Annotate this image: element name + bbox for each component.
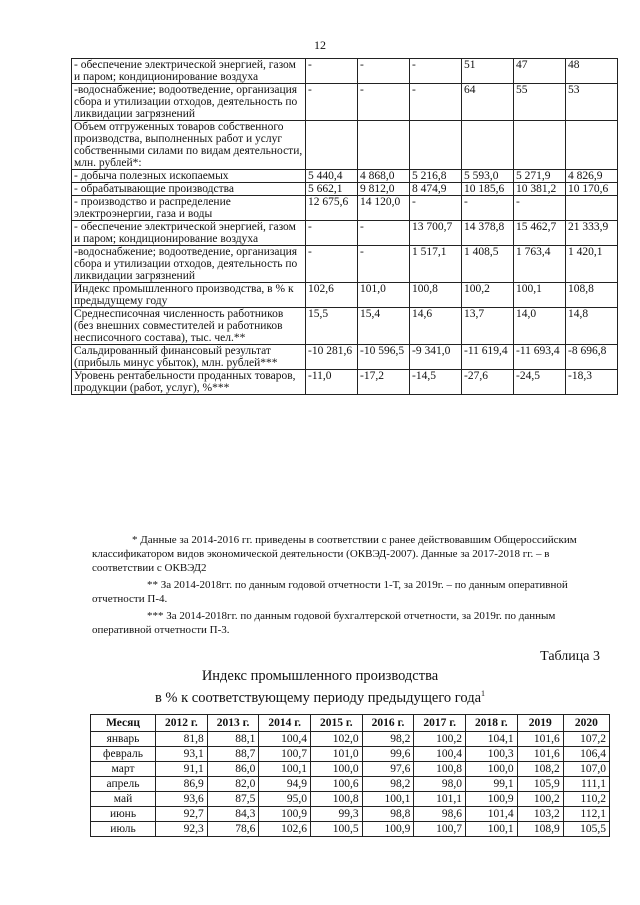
index-value: 87,5 [207, 792, 259, 807]
cell-value: 8 474,9 [410, 183, 462, 196]
index-value: 100,5 [311, 822, 363, 837]
index-value: 100,9 [362, 822, 414, 837]
cell-value: 13 700,7 [410, 221, 462, 246]
table3-label: Таблица 3 [540, 649, 600, 664]
cell-value: -10 281,6 [306, 345, 358, 370]
index-value: 107,2 [563, 732, 609, 747]
footnote-okved: * Данные за 2014-2016 гг. приведены в соответствии с ранее действовавшим Общероссийским классификатором видов экономической деятельности (ОКВЭД-2007). Данные за 2017-2018 гг. – в соответствии с ОКВЭД2 [92, 534, 577, 574]
column-header: 2012 г. [156, 715, 208, 732]
cell-value: 1 763,4 [514, 246, 566, 283]
row-label: - производство и распределение электроэнергии, газа и воды [72, 196, 306, 221]
month-cell: июль [91, 822, 156, 837]
cell-value: -14,5 [410, 370, 462, 395]
cell-value: 15,4 [358, 308, 410, 345]
cell-value: - [358, 221, 410, 246]
cell-value: 14,0 [514, 308, 566, 345]
cell-value: 13,7 [462, 308, 514, 345]
table-row [91, 762, 610, 777]
cell-value: 64 [462, 84, 514, 121]
index-value: 101,6 [517, 747, 563, 762]
cell-value: 1 408,5 [462, 246, 514, 283]
index-value: 93,6 [156, 792, 208, 807]
column-header: 2014 г. [259, 715, 311, 732]
index-value: 99,6 [362, 747, 414, 762]
row-label: Уровень рентабельности проданных товаров, продукции (работ, услуг), %*** [72, 370, 306, 395]
cell-value [306, 121, 358, 170]
cell-value: 51 [462, 59, 514, 84]
index-value: 81,8 [156, 732, 208, 747]
cell-value: 100,1 [514, 283, 566, 308]
index-value: 110,2 [563, 792, 609, 807]
row-label: - обеспечение электрической энергией, газом и паром; кондиционирование воздуха [72, 221, 306, 246]
cell-value: 102,6 [306, 283, 358, 308]
cell-value: 101,0 [358, 283, 410, 308]
table-row [72, 84, 618, 121]
table-row [72, 345, 618, 370]
index-value: 103,2 [517, 807, 563, 822]
index-value: 88,7 [207, 747, 259, 762]
index-value: 108,2 [517, 762, 563, 777]
cell-value: 5 216,8 [410, 170, 462, 183]
table-row [91, 792, 610, 807]
month-cell: июнь [91, 807, 156, 822]
cell-value: 12 675,6 [306, 196, 358, 221]
cell-value: - [514, 196, 566, 221]
index-value: 100,3 [465, 747, 517, 762]
index-value: 97,6 [362, 762, 414, 777]
index-value: 100,7 [414, 822, 466, 837]
index-value: 86,0 [207, 762, 259, 777]
cell-value [566, 121, 618, 170]
cell-value: -11 619,4 [462, 345, 514, 370]
index-value: 100,4 [259, 732, 311, 747]
cell-value: 14,8 [566, 308, 618, 345]
column-header: 2015 г. [311, 715, 363, 732]
index-value: 100,9 [465, 792, 517, 807]
index-value: 86,9 [156, 777, 208, 792]
table-row [91, 822, 610, 837]
cell-value: -17,2 [358, 370, 410, 395]
index-value: 108,9 [517, 822, 563, 837]
index-value: 111,1 [563, 777, 609, 792]
index-value: 100,0 [311, 762, 363, 777]
index-value: 100,2 [517, 792, 563, 807]
cell-value: - [462, 196, 514, 221]
page-number: 12 [314, 38, 326, 52]
index-value: 98,0 [414, 777, 466, 792]
cell-value: 55 [514, 84, 566, 121]
index-value: 102,6 [259, 822, 311, 837]
cell-value: -9 341,0 [410, 345, 462, 370]
cell-value: 48 [566, 59, 618, 84]
footnote-financial: *** За 2014-2018гг. по данным годовой бухгалтерской отчетности, за 2019г. по данным оперативной отчетности П-3. [92, 610, 556, 636]
index-value: 94,9 [259, 777, 311, 792]
production-index-table [90, 714, 610, 837]
index-value: 104,1 [465, 732, 517, 747]
index-value: 100,1 [465, 822, 517, 837]
table-row [72, 196, 618, 221]
table-row [72, 121, 618, 170]
cell-value: - [410, 196, 462, 221]
column-header: 2013 г. [207, 715, 259, 732]
cell-value: 5 440,4 [306, 170, 358, 183]
table-row [91, 807, 610, 822]
column-header: 2020 [563, 715, 609, 732]
cell-value: 14 120,0 [358, 196, 410, 221]
index-value: 105,5 [563, 822, 609, 837]
index-value: 101,4 [465, 807, 517, 822]
index-value: 98,8 [362, 807, 414, 822]
cell-value: - [306, 84, 358, 121]
index-value: 100,2 [414, 732, 466, 747]
index-value: 98,2 [362, 732, 414, 747]
index-value: 105,9 [517, 777, 563, 792]
column-header: 2018 г. [465, 715, 517, 732]
cell-value: 9 812,0 [358, 183, 410, 196]
cell-value: -18,3 [566, 370, 618, 395]
index-value: 100,0 [465, 762, 517, 777]
cell-value: - [410, 84, 462, 121]
cell-value: 5 271,9 [514, 170, 566, 183]
cell-value: - [306, 59, 358, 84]
index-value: 92,3 [156, 822, 208, 837]
table-row [91, 732, 610, 747]
row-label: - обрабатывающие производства [72, 183, 306, 196]
table-row [72, 59, 618, 84]
index-value: 100,1 [259, 762, 311, 777]
cell-value: 47 [514, 59, 566, 84]
row-label: Объем отгруженных товаров собственного производства, выполненных работ и услуг собственными силами по видам деятельности, млн. рублей*: [72, 121, 306, 170]
index-value: 91,1 [156, 762, 208, 777]
table-row [91, 777, 610, 792]
index-value: 93,1 [156, 747, 208, 762]
cell-value: - [306, 221, 358, 246]
cell-value: 100,8 [410, 283, 462, 308]
cell-value: -27,6 [462, 370, 514, 395]
table-row [72, 183, 618, 196]
table-row [72, 170, 618, 183]
cell-value [410, 121, 462, 170]
index-value: 100,6 [311, 777, 363, 792]
cell-value: 108,8 [566, 283, 618, 308]
table3-title [0, 668, 640, 707]
cell-value: 15 462,7 [514, 221, 566, 246]
index-value: 101,0 [311, 747, 363, 762]
index-value: 106,4 [563, 747, 609, 762]
cell-value: - [358, 84, 410, 121]
index-value: 99,1 [465, 777, 517, 792]
row-label: - обеспечение электрической энергией, газом и паром; кондиционирование воздуха [72, 59, 306, 84]
cell-value: 4 826,9 [566, 170, 618, 183]
month-cell: май [91, 792, 156, 807]
cell-value: - [358, 59, 410, 84]
table-row [72, 370, 618, 395]
index-value: 84,3 [207, 807, 259, 822]
cell-value [514, 121, 566, 170]
column-header: 2016 г. [362, 715, 414, 732]
row-label: Среднесписочная численность работников (без внешних совместителей и работников несписочного состава), тыс. чел.** [72, 308, 306, 345]
table-row [72, 246, 618, 283]
cell-value: 5 662,1 [306, 183, 358, 196]
row-label: -водоснабжение; водоотведение, организация сбора и утилизации отходов, деятельность по ликвидации загрязнений [72, 246, 306, 283]
index-value: 82,0 [207, 777, 259, 792]
index-value: 92,7 [156, 807, 208, 822]
table-row [91, 747, 610, 762]
cell-value: 4 868,0 [358, 170, 410, 183]
index-value: 98,6 [414, 807, 466, 822]
cell-value: -24,5 [514, 370, 566, 395]
index-value: 100,8 [311, 792, 363, 807]
index-value: 100,4 [414, 747, 466, 762]
footnote-employees: ** За 2014-2018гг. по данным годовой отчетности 1-Т, за 2019г. – по данным оперативной отчетности П-4. [92, 579, 568, 605]
index-value: 78,6 [207, 822, 259, 837]
cell-value: 5 593,0 [462, 170, 514, 183]
index-value: 102,0 [311, 732, 363, 747]
cell-value: 1 517,1 [410, 246, 462, 283]
cell-value: -11 693,4 [514, 345, 566, 370]
index-value: 95,0 [259, 792, 311, 807]
table3-title-line1: Индекс промышленного производства [201, 668, 439, 684]
month-cell: январь [91, 732, 156, 747]
cell-value: 14,6 [410, 308, 462, 345]
index-value: 88,1 [207, 732, 259, 747]
cell-value: 10 170,6 [566, 183, 618, 196]
index-value: 100,9 [259, 807, 311, 822]
indicators-table-continued [71, 58, 618, 395]
month-cell: март [91, 762, 156, 777]
footnote-marker: 1 [481, 689, 486, 698]
cell-value [358, 121, 410, 170]
cell-value [462, 121, 514, 170]
cell-value: 1 420,1 [566, 246, 618, 283]
cell-value: - [358, 246, 410, 283]
footnotes [92, 533, 607, 640]
column-header: 2019 [517, 715, 563, 732]
cell-value: -8 696,8 [566, 345, 618, 370]
index-value: 100,1 [362, 792, 414, 807]
row-label: Индекс промышленного производства, в % к предыдущему году [72, 283, 306, 308]
index-value: 100,8 [414, 762, 466, 777]
index-value: 98,2 [362, 777, 414, 792]
cell-value: 21 333,9 [566, 221, 618, 246]
table-row [72, 283, 618, 308]
cell-value: 15,5 [306, 308, 358, 345]
table-row [72, 221, 618, 246]
table-row [72, 308, 618, 345]
row-label: -водоснабжение; водоотведение, организация сбора и утилизации отходов, деятельность по ликвидации загрязнений [72, 84, 306, 121]
cell-value: -10 596,5 [358, 345, 410, 370]
cell-value: 10 185,6 [462, 183, 514, 196]
cell-value: 53 [566, 84, 618, 121]
cell-value [566, 196, 618, 221]
cell-value: - [410, 59, 462, 84]
cell-value: 100,2 [462, 283, 514, 308]
index-value: 107,0 [563, 762, 609, 777]
month-cell: февраль [91, 747, 156, 762]
index-value: 112,1 [563, 807, 609, 822]
column-header: 2017 г. [414, 715, 466, 732]
index-value: 101,1 [414, 792, 466, 807]
cell-value: -11,0 [306, 370, 358, 395]
cell-value: - [306, 246, 358, 283]
table3-title-line2: в % к соответствующему периоду предыдущего года$^1$ [154, 689, 486, 706]
column-header: Месяц [91, 715, 156, 732]
cell-value: 10 381,2 [514, 183, 566, 196]
cell-value: 14 378,8 [462, 221, 514, 246]
index-value: 101,6 [517, 732, 563, 747]
index-value: 99,3 [311, 807, 363, 822]
index-value: 100,7 [259, 747, 311, 762]
row-label: Сальдированный финансовый результат (прибыль минус убыток), млн. рублей*** [72, 345, 306, 370]
row-label: - добыча полезных ископаемых [72, 170, 306, 183]
month-cell: апрель [91, 777, 156, 792]
